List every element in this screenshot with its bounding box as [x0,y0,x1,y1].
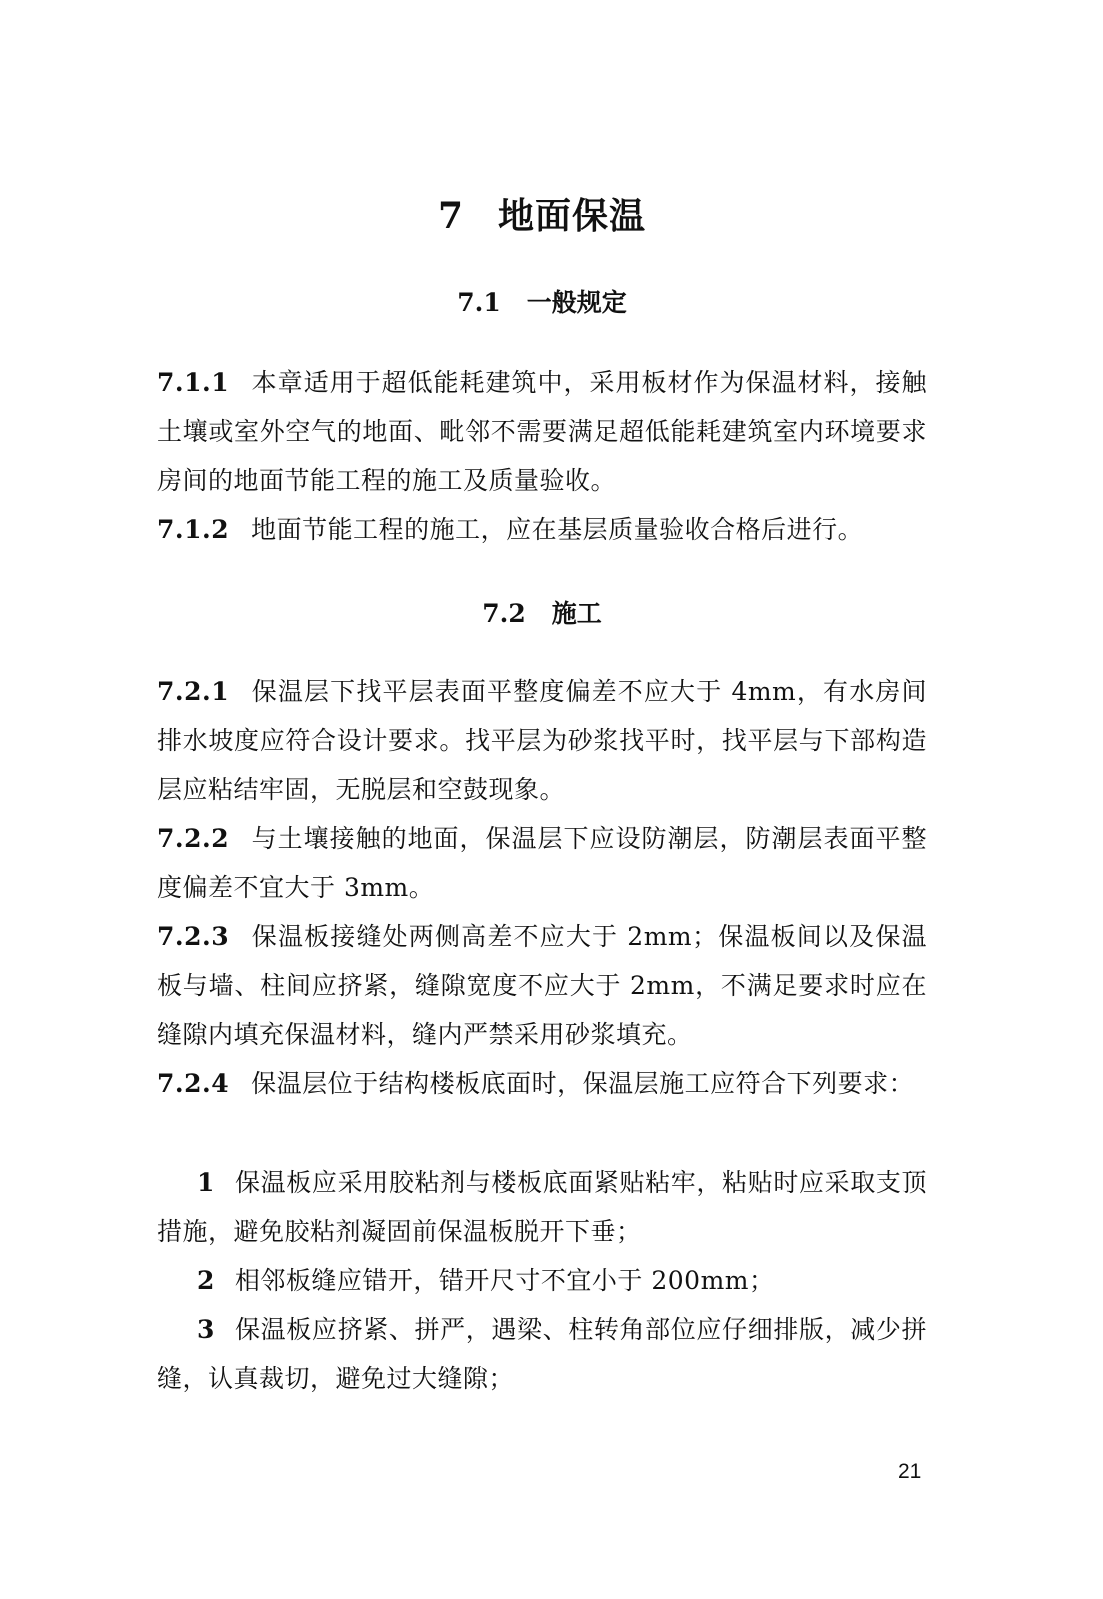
clause-text: 与土壤接触的地面，保温层下应设防潮层，防潮层表面平整度偏差不宜大于 3mm。 [157,824,927,902]
section-number: 7.1 [457,288,501,317]
clause-number: 7.1.2 [157,515,230,544]
chapter-title [157,188,927,239]
item-number: 1 [197,1168,215,1197]
chapter-number: 7 [437,195,465,237]
clause-text: 保温板接缝处两侧高差不应大于 2mm；保温板间以及保温板与墙、柱间应挤紧，缝隙宽度不应大于 2mm，不满足要求时应在缝隙内填充保温材料，缝内严禁采用砂浆填充。 [157,922,927,1049]
list-item-1 [157,1158,927,1256]
section-title-text: 一般规定 [526,288,627,317]
clause-text: 保温层位于结构楼板底面时，保温层施工应符合下列要求： [251,1069,915,1098]
clause-number: 7.2.3 [157,922,230,951]
clause-text: 保温层下找平层表面平整度偏差不应大于 4mm，有水房间排水坡度应符合设计要求。找平层为砂浆找平时，找平层与下部构造层应粘结牢固，无脱层和空鼓现象。 [157,677,927,804]
section-title-text: 施工 [551,599,602,628]
clause-7-2-1 [157,667,927,814]
clause-text: 地面节能工程的施工，应在基层质量验收合格后进行。 [251,515,864,544]
item-number: 2 [197,1266,215,1295]
list-item-2 [157,1256,927,1305]
clause-number: 7.2.1 [157,677,230,706]
section-number: 7.2 [482,599,526,628]
clause-7-2-3 [157,912,927,1059]
item-text: 相邻板缝应错开，错开尺寸不宜小于 200mm； [234,1266,775,1295]
chapter-title-text: 地面保温 [498,195,647,237]
clause-7-1-1 [157,358,927,505]
clause-number: 7.2.4 [157,1069,230,1098]
clause-7-2-4 [157,1059,927,1108]
item-number: 3 [197,1315,215,1344]
item-text: 保温板应采用胶粘剂与楼板底面紧贴粘牢，粘贴时应采取支顶措施，避免胶粘剂凝固前保温板脱开下垂； [157,1168,927,1246]
item-text: 保温板应挤紧、拼严，遇梁、柱转角部位应仔细排版，减少拼缝，认真裁切，避免过大缝隙； [157,1315,927,1393]
clause-text: 本章适用于超低能耗建筑中，采用板材作为保温材料，接触土壤或室外空气的地面、毗邻不需要满足超低能耗建筑室内环境要求房间的地面节能工程的施工及质量验收。 [157,368,927,495]
clause-7-2-2 [157,814,927,912]
clause-number: 7.2.2 [157,824,230,853]
list-item-3 [157,1305,927,1403]
section-title-7-2 [157,594,927,630]
page-number: 21 [898,1460,922,1483]
section-title-7-1 [157,283,927,319]
clause-number: 7.1.1 [157,368,230,397]
clause-7-1-2 [157,505,927,554]
